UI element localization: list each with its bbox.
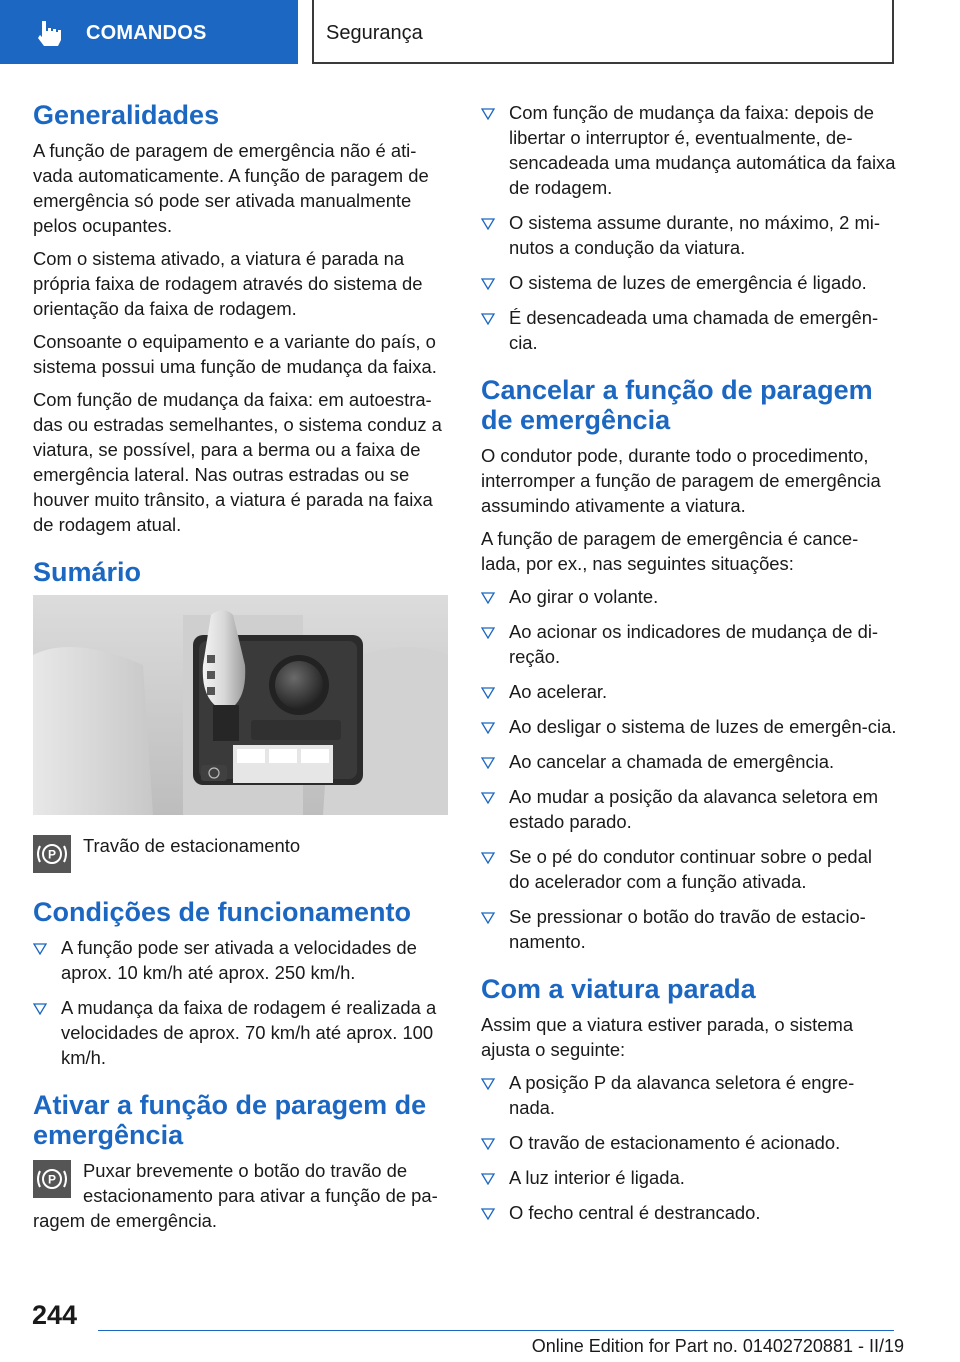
list-item: O fecho central é destrancado. — [481, 1200, 897, 1225]
bullet-triangle-icon — [481, 218, 495, 230]
bullet-triangle-icon — [481, 313, 495, 325]
list-item: Ao desligar o sistema de luzes de emergên-cia. — [481, 714, 897, 739]
list-item: Ao mudar a posição da alavanca seletora em estado parado. — [481, 784, 897, 834]
bullet-triangle-icon — [481, 278, 495, 290]
header-topic-label: Segurança — [326, 22, 423, 44]
parking-brake-icon — [33, 1160, 71, 1198]
list-item: O travão de estacionamento é acionado. — [481, 1130, 897, 1155]
cancel-paragraph-2: A função de paragem de emergência é cance-lada, por ex., nas seguintes situações: — [481, 528, 859, 574]
bullet-triangle-icon — [481, 792, 495, 804]
footer-divider — [98, 1330, 894, 1331]
svg-text:P: P — [47, 847, 57, 862]
list-item: Ao acionar os indicadores de mudança de di-reção. — [481, 619, 897, 669]
activate-text: Puxar brevemente o botão do travão de estacionamento para ativar a função de pa-ragem de emergência. — [33, 1160, 438, 1231]
heading-summary: Sumário — [33, 557, 142, 587]
header-section-label: COMANDOS — [86, 22, 207, 44]
list-item: Ao cancelar a chamada de emergência. — [481, 749, 897, 774]
list-item: Com função de mudança da faixa: depois de libertar o interruptor é, eventualmente, de-sencadeada uma mudança automática da faixa de rodagem. — [481, 100, 897, 200]
header-topic-tab — [312, 0, 894, 64]
general-paragraph-2: Com o sistema ativado, a viatura é parada na própria faixa de rodagem através do sistema de orientação da faixa de rodagem. — [33, 248, 423, 319]
conditions-list — [33, 935, 448, 1070]
bullet-triangle-icon — [481, 1078, 495, 1090]
bullet-triangle-icon — [481, 592, 495, 604]
list-item: A luz interior é ligada. — [481, 1165, 897, 1190]
heading-activate: Ativar a função de paragem de emergência — [33, 1090, 427, 1150]
cancel-situations-list — [481, 584, 897, 954]
general-paragraph-4: Com função de mudança da faixa: em autoestra-das ou estradas semelhantes, o sistema conduz a viatura, se possível, para a berma ou a faixa de emergência lateral. Nas outras estradas ou se houver muito trânsito, a viatura é parada na faixa de rodagem atual. — [33, 389, 442, 535]
page-number: 244 — [32, 1300, 78, 1330]
parking-brake-icon — [33, 835, 71, 873]
footer-edition: Online Edition for Part no. 01402720881 - II/19 — [531, 1336, 904, 1356]
list-item: Se pressionar o botão do travão de estacio-namento. — [481, 904, 897, 954]
general-paragraph-1: A função de paragem de emergência não é ati-vada automaticamente. A função de paragem de emergência só pode ser ativada manualmente pelos ocupantes. — [33, 140, 429, 236]
list-item: A mudança da faixa de rodagem é realizada a velocidades de aprox. 70 km/h até aprox. 100 km/h. — [33, 995, 448, 1070]
parking-brake-caption-row — [33, 833, 448, 877]
bullet-triangle-icon — [33, 1003, 47, 1015]
list-item: Se o pé do condutor continuar sobre o pedal do acelerador com a função ativada. — [481, 844, 897, 894]
bullet-triangle-icon — [481, 852, 495, 864]
activation-effects-list — [481, 100, 897, 355]
heading-general: Generalidades — [33, 100, 220, 130]
header-section-tab[interactable] — [0, 0, 298, 64]
list-item: Ao acelerar. — [481, 679, 897, 704]
parking-brake-caption: Travão de estacionamento — [83, 835, 301, 856]
list-item: A posição P da alavanca seletora é engre-nada. — [481, 1070, 897, 1120]
list-item: É desencadeada uma chamada de emergên-cia. — [481, 305, 897, 355]
general-paragraph-3: Consoante o equipamento e a variante do país, o sistema possui uma função de mudança da faixa. — [33, 331, 437, 377]
bullet-triangle-icon — [481, 627, 495, 639]
list-item: Ao girar o volante. — [481, 584, 897, 609]
bullet-triangle-icon — [33, 943, 47, 955]
cancel-paragraph-1: O condutor pode, durante todo o procedimento, interromper a função de paragem de emergência assumindo ativamente a viatura. — [481, 445, 881, 516]
bullet-triangle-icon — [481, 722, 495, 734]
right-column — [481, 100, 897, 1235]
hand-pointer-icon — [34, 18, 64, 48]
heading-stopped: Com a viatura parada — [481, 974, 756, 1004]
bullet-triangle-icon — [481, 1208, 495, 1220]
activate-row — [33, 1158, 448, 1233]
bullet-triangle-icon — [481, 757, 495, 769]
list-item: O sistema assume durante, no máximo, 2 mi-nutos a condução da viatura. — [481, 210, 897, 260]
heading-conditions: Condições de funcionamento — [33, 897, 412, 927]
bullet-triangle-icon — [481, 1138, 495, 1150]
left-column — [33, 100, 448, 1253]
bullet-triangle-icon — [481, 108, 495, 120]
center-console-photo — [33, 595, 448, 815]
stopped-list — [481, 1070, 897, 1225]
bullet-triangle-icon — [481, 1173, 495, 1185]
svg-text:P: P — [47, 1172, 57, 1187]
bullet-triangle-icon — [481, 912, 495, 924]
heading-cancel: Cancelar a função de paragem de emergência — [481, 375, 873, 435]
bullet-triangle-icon — [481, 687, 495, 699]
list-item: A função pode ser ativada a velocidades de aprox. 10 km/h até aprox. 250 km/h. — [33, 935, 448, 985]
list-item: O sistema de luzes de emergência é ligado. — [481, 270, 897, 295]
stopped-paragraph: Assim que a viatura estiver parada, o sistema ajusta o seguinte: — [481, 1014, 854, 1060]
